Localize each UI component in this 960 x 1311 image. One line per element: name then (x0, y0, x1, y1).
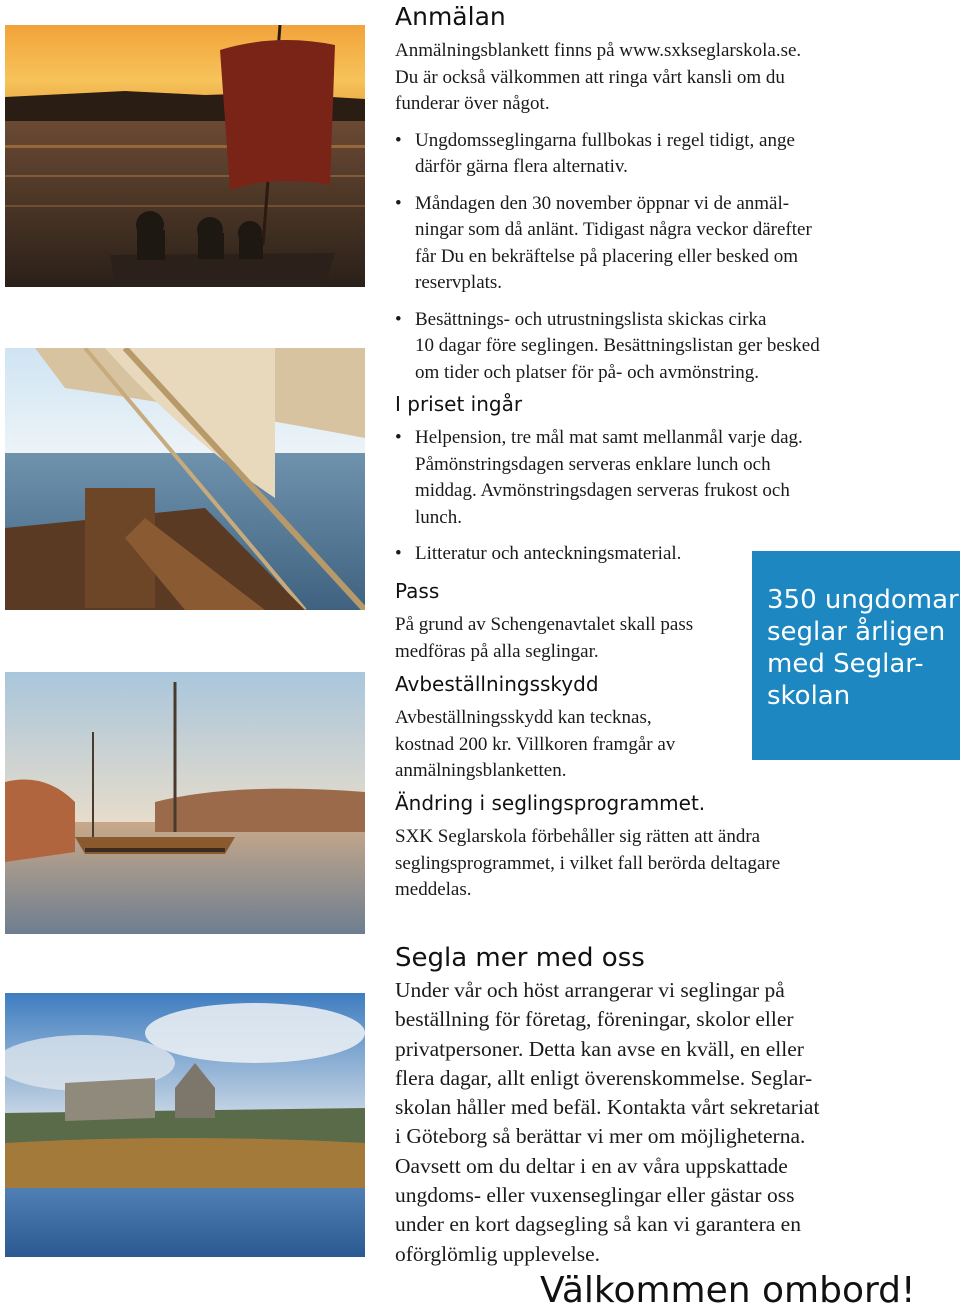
avbestallning-line: kostnad 200 kr. Villkoren framgår av (395, 733, 676, 755)
list-item-line: Ungdomsseglingarna fullbokas i regel tidigt, ange (415, 129, 795, 151)
callout-line: med Seglar- (767, 649, 924, 679)
list-item-line: ningar som då anlänt. Tidigast några veckor därefter (415, 219, 812, 240)
list-item: • Måndagen den 30 november öppnar vi de anmäl- ningar som då anlänt. Tidigast några veckor därefter får Du en bekräftelse på placering eller besked om reservplats. (395, 192, 812, 293)
pass-line: På grund av Schengenavtalet skall pass (395, 614, 694, 635)
closing-slogan: Välkommen ombord! (540, 1270, 916, 1311)
segla-line: oförglömlig upplevelse. (395, 1241, 601, 1266)
anmalan-intro (395, 38, 865, 118)
pass-line: medföras på alla seglingar. (395, 640, 599, 662)
callout-line: 350 ungdomar (767, 585, 959, 615)
list-item-line: reservplats. (415, 272, 503, 293)
segla-line: Under vår och höst arrangerar vi seglingar på (395, 978, 785, 1002)
andring-line: seglingsprogrammet, i vilket fall berörda deltagare (395, 852, 781, 874)
anmalan-heading: Anmälan (395, 2, 506, 31)
list-item-line: Helpension, tre mål mat samt mellanmål varje dag. (415, 427, 803, 448)
pass-section (395, 578, 735, 665)
priset-list (395, 425, 865, 568)
callout-line: seglar årligen (767, 617, 946, 647)
list-item-line: lunch. (415, 506, 462, 528)
anmalan-intro-line1: Anmälningsblankett finns på www.sxkseglarskola.se. (395, 40, 802, 61)
pass-text (395, 612, 735, 665)
priset-heading: I priset ingår (395, 392, 523, 416)
segla-line: privatpersoner. Detta kan avse en kväll, en eller (395, 1036, 804, 1061)
callout-line: skolan (767, 681, 851, 711)
avbestallning-section (395, 671, 735, 785)
list-item: • Litteratur och anteckningsmaterial. (395, 543, 682, 564)
segla-line: ungdoms- eller vuxenseglingar eller gästar oss (395, 1183, 795, 1208)
list-item: • Besättnings- och utrustningslista skickas cirka 10 dagar före seglingen. Besättningslistan ger besked om tider och platser för på- och avmönstring. (395, 308, 820, 383)
sunset-sailboat-photo (5, 25, 365, 287)
list-item-line: får Du en bekräftelse på placering eller besked om (415, 245, 798, 267)
segla-line: beställning för företag, föreningar, skolor eller (395, 1007, 794, 1032)
segla-line: under en kort dagsegling så kan vi garantera en (395, 1212, 801, 1237)
segla-section (395, 942, 865, 1269)
list-item-line: Måndagen den 30 november öppnar vi de anmäl- (415, 192, 790, 214)
segla-line: skolan håller med befäl. Kontakta vårt sekretariat (395, 1095, 820, 1120)
list-item: • Helpension, tre mål mat samt mellanmål varje dag. Påmönstringsdagen serveras enklare lunch och middag. Avmönstringsdagen serveras frukost och lunch. (395, 427, 803, 528)
andring-section (395, 790, 865, 904)
priset-section (395, 391, 865, 568)
pass-heading: Pass (395, 579, 440, 603)
anmalan-intro-line2: Du är också välkommen att ringa vårt kansli om du (395, 66, 785, 88)
andring-line: meddelas. (395, 879, 472, 900)
segla-line: Oavsett om du deltar i en av våra uppskattade (395, 1153, 788, 1178)
avbestallning-heading: Avbeställningsskydd (395, 672, 599, 696)
list-item-line: Litteratur och anteckningsmaterial. (415, 543, 682, 564)
harbor-schooner-photo (5, 672, 365, 934)
list-item-line: Besättnings- och utrustningslista skickas cirka (415, 308, 767, 330)
list-item-line: Påmönstringsdagen serveras enklare lunch och (415, 453, 771, 475)
anmalan-section (395, 2, 865, 386)
list-item-line: om tider och platser för på- och avmönstring. (415, 361, 760, 383)
andring-text (395, 824, 865, 904)
stone-ruin-shore-photo (5, 993, 365, 1257)
andring-line: SXK Seglarskola förbehåller sig rätten att ändra (395, 826, 761, 847)
list-item-line: därför gärna flera alternativ. (415, 156, 628, 177)
callout-box (752, 551, 960, 760)
sail-closeup-photo (5, 348, 365, 610)
andring-heading: Ändring i seglingsprogrammet. (395, 791, 706, 815)
anmalan-list (395, 128, 865, 387)
list-item-line: middag. Avmönstringsdagen serveras frukost och (415, 480, 790, 501)
segla-line: i Göteborg så berättar vi mer om möjligheterna. (395, 1124, 806, 1149)
avbestallning-line: anmälningsblanketten. (395, 760, 567, 781)
segla-heading: Segla mer med oss (395, 943, 645, 973)
anmalan-intro-line3: funderar över något. (395, 93, 550, 114)
avbestallning-text (395, 705, 735, 785)
list-item: • Ungdomsseglingarna fullbokas i regel tidigt, ange därför gärna flera alternativ. (395, 129, 795, 177)
segla-line: flera dagar, allt enligt överenskommelse. Seglar- (395, 1065, 813, 1090)
segla-text (395, 976, 865, 1269)
list-item-line: 10 dagar före seglingen. Besättningslistan ger besked (415, 335, 820, 356)
avbestallning-line: Avbeställningsskydd kan tecknas, (395, 707, 652, 728)
